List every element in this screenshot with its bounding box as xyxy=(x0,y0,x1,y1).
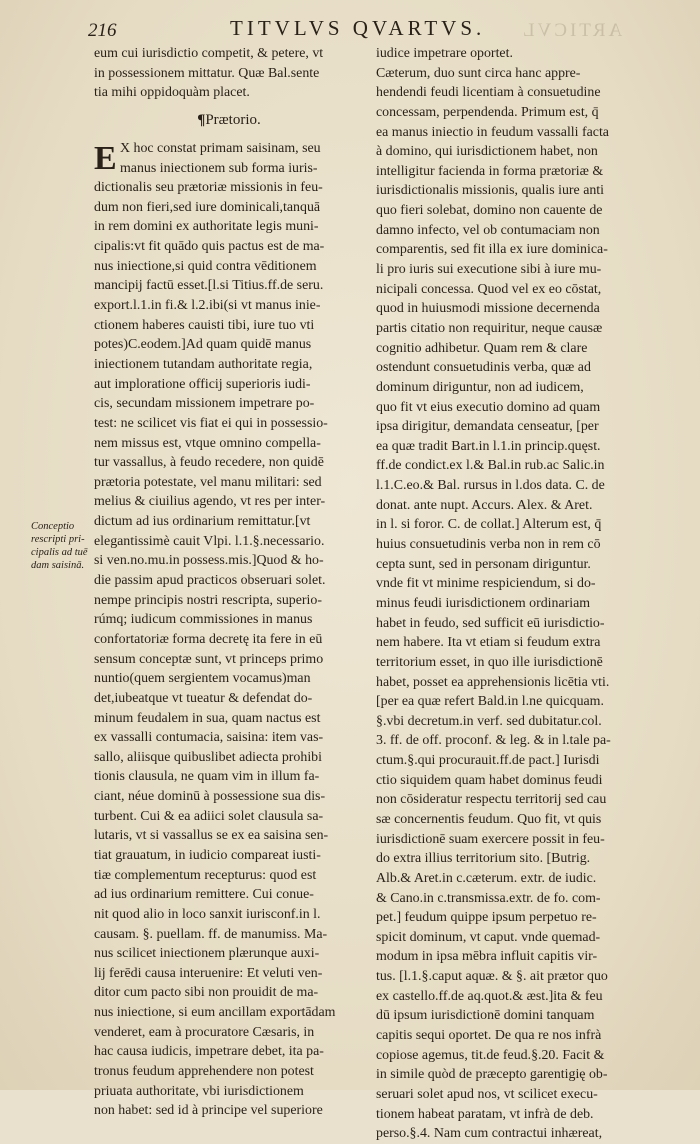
text-line: quo fieri solebat, domino non cauente de xyxy=(376,203,603,219)
text-line: sallo, aliisque quibuslibet adiecta prohibi xyxy=(94,749,322,765)
text-line: perso.§.4. Nam cum contractui inhæreat, xyxy=(376,1126,603,1142)
text-line: iudice impetrare oportet. xyxy=(376,46,513,61)
text-line: turbent. Cui & ea adiici solet clausula sa- xyxy=(94,808,324,824)
text-line: confortatoriæ forma decretę ita fere in eū xyxy=(94,631,323,647)
bleed-through-text: ARTICVL xyxy=(520,20,623,41)
text-line: rúmq; iudicum commissiones in manus xyxy=(94,612,313,628)
text-line: capitis sequi oportet. De qua re nos infrà xyxy=(376,1028,602,1044)
running-title: TITVLVS QVARTVS. xyxy=(230,16,486,40)
margin-note-line: Conceptio xyxy=(31,521,75,532)
text-line: quo fit vt eius executio domino ad quam xyxy=(376,399,601,415)
text-line: manus iniectionem sub forma iuris- xyxy=(120,160,318,176)
text-line: nempe principis nostri rescripta, superio- xyxy=(94,592,322,608)
text-line: intelligitur facienda in forma prætoriæ & xyxy=(376,163,604,179)
text-line: & Cano.in c.transmissa.extr. de fo. com- xyxy=(376,890,601,906)
text-line: cepta sunt, sed in personam diriguntur. xyxy=(376,556,591,572)
subheading-text: Prætorio. xyxy=(205,111,261,128)
text-line: donat. ante nupt. Accurs. Alex. & Aret. xyxy=(376,497,593,513)
text-line: tionis clausula, ne quam vim in illum fa- xyxy=(94,769,320,785)
left-column xyxy=(94,44,364,1121)
text-line: nem habere. Ita vt etiam si feudum extra xyxy=(376,635,601,651)
text-line: sæ concernentis feudum. Quo fit, vt quis xyxy=(376,811,602,827)
text-line: ditor cum pacto sibi non prouidit de ma- xyxy=(94,985,319,1001)
right-column xyxy=(376,44,646,1144)
text-line: test: ne scilicet vis fiat ei qui in possessio- xyxy=(94,415,328,431)
text-line: cis, secundam missionem impetrare po- xyxy=(94,396,315,412)
text-line: Cæterum, duo sunt circa hanc appre- xyxy=(376,65,581,81)
text-line: ea quæ tradit Bart.in l.1.in princip.quęst. xyxy=(376,438,601,454)
margin-note-line: dam saisinā. xyxy=(31,560,85,571)
text-line: territorium esset, in quo ille iurisdictionē xyxy=(376,654,603,670)
text-line: Alb.& Aret.in c.cæterum. extr. de iudic. xyxy=(376,870,597,886)
text-line: melius & ciuilius agendo, vt res per inter- xyxy=(94,494,326,510)
text-line: nem missus est, vtque omnino compella- xyxy=(94,435,321,451)
text-line: si ven.no.mu.in possess.mis.]Quod & ho- xyxy=(94,553,324,569)
text-line: potes)C.eodem.]Ad quam quidē manus xyxy=(94,337,312,353)
text-line: in l. si foror. C. de collat.] Alterum est, q̄ xyxy=(376,517,602,533)
text-line: do extra illius territorium sito. [Butrig. xyxy=(376,851,591,867)
text-line: dictum ad ius ordinarium remittatur.[vt xyxy=(94,514,311,530)
margin-note xyxy=(31,520,95,572)
text-line: ctionem haberes cauisti tibi, iure tuo vti xyxy=(94,317,315,333)
pilcrow-icon: ¶ xyxy=(197,111,206,128)
text-line: non habet: sed id à principe vel superiore xyxy=(94,1103,323,1119)
text-line: lij ferēdi causa interuenire: Et veluti ven- xyxy=(94,965,323,981)
text-line: nicipali concessa. Quod vel ex eo cōstat, xyxy=(376,281,602,297)
text-line: dictionalis seu prætoriæ missionis in feu- xyxy=(94,180,323,196)
text-line: nus scilicet iniectionem plærunque auxi- xyxy=(94,946,320,962)
margin-note-line: cipalis ad tuē xyxy=(31,547,88,558)
text-line: dū ipsum iurisdictionē domini tanquam xyxy=(376,1008,595,1024)
text-line: concessam, perpendenda. Primum est, q̄ xyxy=(376,104,599,120)
text-line: vnde fit vt minime respiciendum, si do- xyxy=(376,576,596,592)
text-line: ostendunt consuetudinis verba, quæ ad xyxy=(376,360,591,376)
text-line: non cōsideratur respectu territorij sed cau xyxy=(376,792,607,808)
text-line: habet, posset ea apprehensionis licētia vti. xyxy=(376,674,610,690)
text-line: partis citatio non requiritur, neque causæ xyxy=(376,320,603,336)
text-line: tia mihi oppidoquàm placet. xyxy=(94,85,250,101)
text-line: nus iniectione,si quid contra vēditionem xyxy=(94,258,317,274)
text-line: in rem domini ex authoritate legis muni- xyxy=(94,219,319,235)
text-line: export.l.1.in fi.& l.2.ibi(si vt manus inie- xyxy=(94,298,321,314)
right-body-lines xyxy=(376,44,646,1144)
text-line: l.1.C.eo.& Bal. rursus in l.dos data. C. de xyxy=(376,478,605,494)
text-line: prætoria potestate, vel manu militari: sed xyxy=(94,474,322,490)
text-line: tionem habeat paratam, vt infrà de deb. xyxy=(376,1106,594,1122)
text-line: ctum.§.qui procurauit.ff.de pact.] Iurisdi xyxy=(376,753,600,769)
text-line: tronus feudum apprehendere non potest xyxy=(94,1064,314,1080)
text-line: eum cui iurisdictio competit, & petere, vt xyxy=(94,46,324,61)
text-line: priuata authoritate, vbi iurisdictionem xyxy=(94,1083,304,1099)
main-paragraph xyxy=(94,139,364,1121)
text-line: elegantissimè cauit Vlpi. l.1.§.necessario. xyxy=(94,533,325,549)
text-line: minum feudalem in sua, quam nactus est xyxy=(94,710,321,726)
text-line: ciant, néue dominū à possessione sua dis- xyxy=(94,789,326,805)
text-line: ctio siquidem quam habet dominus feudi xyxy=(376,772,603,788)
text-line: iniectionem tutandam authoritate regia, xyxy=(94,356,313,372)
text-line: nuntio(quem sergientem vocamus)man xyxy=(94,671,311,687)
section-subheading xyxy=(94,111,364,133)
text-line: pet.] feudum quippe ipsum perpetuo re- xyxy=(376,910,597,926)
text-line: seruari solet apud nos, vt scilicet execu- xyxy=(376,1086,598,1102)
text-line: ea manus iniectio in feudum vassalli facta xyxy=(376,124,609,140)
text-line: minus feudi iurisdictionem ordinariam xyxy=(376,595,591,611)
text-line: §.vbi decretum.in verf. sed dubitatur.col. xyxy=(376,713,602,729)
text-line: in possessionem mittatur. Quæ Bal.sente xyxy=(94,65,320,81)
text-line: X hoc constat primam saisinam, seu xyxy=(120,140,321,156)
text-line: hac causa iudicis, impetrare debet, ita pa- xyxy=(94,1044,324,1060)
text-line: habet in feudo, sed sufficit eū iurisdictio- xyxy=(376,615,605,631)
text-line: modum in ipsa mēbra influit capitis vir- xyxy=(376,949,598,965)
text-line: dominum diriguntur, non ad iudicem, xyxy=(376,379,584,395)
text-line: tus. [l.1.§.caput aquæ. & §. ait prætor quo xyxy=(376,969,608,985)
text-line: ipsa dirigitur, demandata censeatur, [per xyxy=(376,419,599,435)
text-line: dum non fieri,sed iure dominicali,tanquā xyxy=(94,199,321,215)
left-body-lines xyxy=(94,178,364,1121)
text-line: copiose agemus, tit.de feud.§.20. Facit & xyxy=(376,1047,605,1063)
text-line: aut imploratione officij superioris iudi- xyxy=(94,376,311,392)
text-line: li pro iuris sui executione sibi à iure mu- xyxy=(376,262,602,278)
text-line: iurisdictionē suam exercere possit in feu- xyxy=(376,831,605,847)
text-line: tiat grauatum, in iudicio compareat iusti- xyxy=(94,847,321,863)
text-line: ex vassalli contumacia, saisina: item vas- xyxy=(94,730,324,746)
text-line: 3. ff. de off. proconf. & leg. & in l.tale pa- xyxy=(376,733,611,749)
text-line: det,iubeatque vt tueatur & defendat do- xyxy=(94,690,313,706)
text-line: in simile quòd de præcepto garentigię ob- xyxy=(376,1067,608,1083)
text-line: huius consuetudinis verba non in rem cō xyxy=(376,537,601,553)
text-line: causam. §. puellam. ff. de manumiss. Ma- xyxy=(94,926,328,942)
text-line: die passim apud practicos obseruari solet. xyxy=(94,573,326,589)
text-line: mancipij factū esset.[l.si Titius.ff.de seru. xyxy=(94,278,324,294)
text-line: tiæ complementum recepturus: quod est xyxy=(94,867,317,883)
dropcap-initial: E xyxy=(94,139,117,177)
text-line: cognitio adhibetur. Quam rem & clare xyxy=(376,340,588,356)
text-line: iurisdictionalis missionis, qualis iure anti xyxy=(376,183,605,199)
left-top-lines xyxy=(94,44,364,103)
text-line: lutaris, vt si vassallus se ex ea saisina sen- xyxy=(94,828,329,844)
text-line: sensum conceptæ sunt, vt princeps primo xyxy=(94,651,324,667)
text-line: hendendi feudi licentiam à consuetudine xyxy=(376,85,601,101)
text-line: spicit dominum, vt caput. vnde quemad- xyxy=(376,929,601,945)
text-line: [per ea quæ refert Bald.in l.ne quicquam. xyxy=(376,694,604,710)
margin-note-line: rescripti pri- xyxy=(31,534,85,545)
text-line: nus iniectione, si eum ancillam exportādam xyxy=(94,1005,336,1021)
text-line: venderet, eam à procuratore Cæsaris, in xyxy=(94,1024,315,1040)
text-line: cipalis:vt fit quādo quis pactus est de ma- xyxy=(94,239,325,255)
text-line: comparentis, sed fit illa ex iure dominica- xyxy=(376,242,608,258)
text-line: à domino, qui iurisdictionem habet, non xyxy=(376,144,598,160)
page-number: 216 xyxy=(88,20,117,41)
text-line: quod in huiusmodi missione decernenda xyxy=(376,301,600,317)
text-line: ad ius ordinarium remittere. Cui conue- xyxy=(94,887,314,903)
text-line: tur vassallus, à feudo recedere, non quidē xyxy=(94,455,324,471)
text-line: ff.de condict.ex l.& Bal.in rub.ac Salic.in xyxy=(376,458,605,474)
text-line: damno infecto, vel ob contumaciam non xyxy=(376,222,600,238)
dropcap-lines xyxy=(94,139,364,178)
text-line: ex castello.ff.de aq.quot.& æst.]ita & feu xyxy=(376,988,603,1004)
text-line: nit quod alio in loco sanxit iurisconf.in l. xyxy=(94,906,321,922)
